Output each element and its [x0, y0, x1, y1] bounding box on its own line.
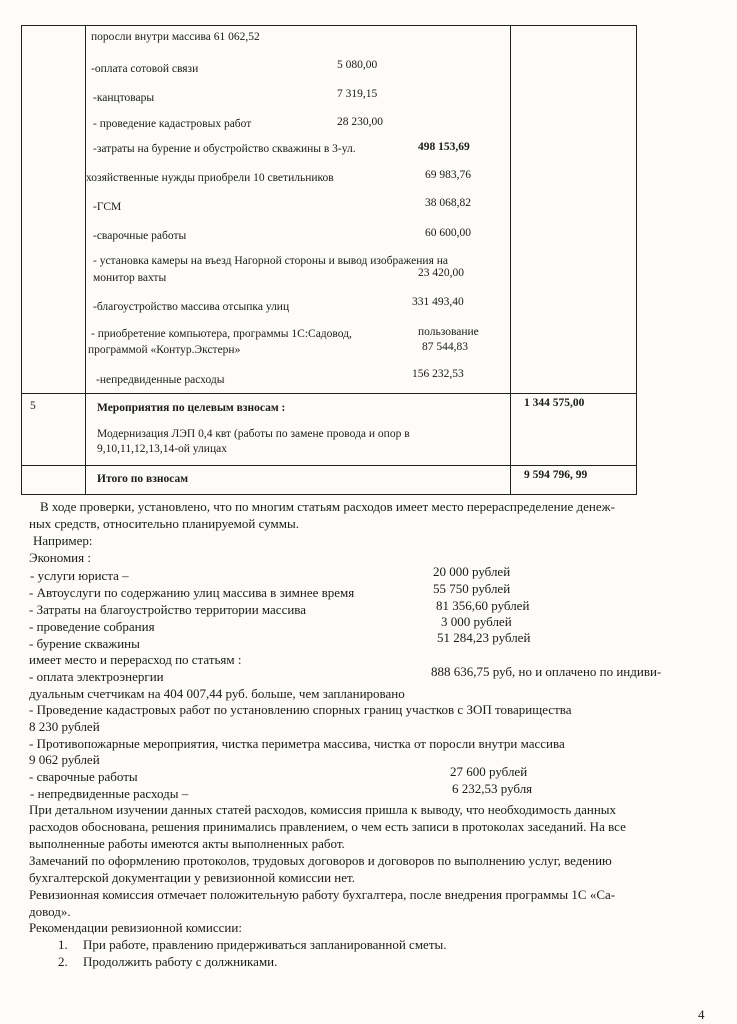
overspend-label: имеет место и перерасход по статьям : [29, 652, 242, 667]
economy-item-value: 55 750 рублей [433, 581, 511, 596]
overspend-item-value: 8 230 рублей [29, 719, 100, 734]
table-row-value: 38 068,82 [425, 197, 471, 209]
economy-item-value: 20 000 рублей [433, 564, 511, 579]
table-border-bottom [21, 494, 637, 495]
table-row-value: 156 232,53 [412, 368, 464, 380]
overspend-item-label: - оплата электроэнергии [29, 669, 164, 684]
table-row-label: хозяйственные нужды приобрели 10 светильников [86, 172, 334, 184]
table-row-value: 69 983,76 [425, 169, 471, 181]
paragraph-line: расходов обоснована, решения принимались правлением, о чем есть записи в протоколах заседаний. На все [29, 819, 626, 834]
paragraph-line: выполненные работы имеются акты выполненных работ. [29, 836, 345, 851]
intro-line: ных средств, относительно планируемой суммы. [29, 516, 299, 531]
overspend-item-label: - сварочные работы [29, 769, 138, 784]
table-row-value: 87 544,83 [422, 341, 468, 353]
table-row-label: -непредвиденные расходы [96, 374, 225, 386]
table-col-divider-2 [510, 25, 511, 495]
overspend-item-label: - Проведение кадастровых работ по установлению спорных границ участков с ЗОП товарищества [29, 702, 572, 717]
table-row-label: -ГСМ [93, 201, 122, 213]
table-border-top [21, 25, 637, 26]
table-row-label: - установка камеры на въезд Нагорной стороны и вывод изображения на [93, 255, 448, 267]
table-row-label-cont: программой «Контур.Экстерн» [88, 344, 241, 356]
table-row-label: -затраты на бурение и обустройство скважины в 3-ул. [93, 143, 356, 155]
table-row-label: - проведение кадастровых работ [93, 118, 252, 130]
table-row-label: -благоустройство массива отсыпка улиц [93, 301, 290, 313]
overspend-item-label: - непредвиденные расходы – [30, 786, 189, 801]
overspend-item-value: 9 062 рублей [29, 752, 100, 767]
table-row-label-cont: монитор вахты [93, 272, 167, 284]
table-row-label: - приобретение компьютера, программы 1С:Садовод, [91, 328, 352, 340]
paragraph-line: довод». [29, 904, 71, 919]
overspend-item-cont: дуальным счетчикам на 404 007,44 руб. больше, чем запланировано [29, 686, 405, 701]
paragraph-line: бухгалтерской документации у ревизионной комиссии нет. [29, 870, 355, 885]
economy-item-value: 81 356,60 рублей [436, 598, 530, 613]
table-row-label: поросли внутри массива 61 062,52 [91, 31, 260, 43]
table-row-divider-total [21, 465, 637, 466]
table-row-desc: 9,10,11,12,13,14-ой улицах [97, 443, 227, 455]
economy-item-label: - услуги юриста – [30, 568, 129, 583]
economy-item-value: 51 284,23 рублей [437, 630, 531, 645]
table-row-number: 5 [30, 400, 36, 412]
economy-item-label: - проведение собрания [29, 619, 155, 634]
economy-item-label: - Затраты на благоустройство территории массива [29, 602, 307, 617]
table-row-label: -сварочные работы [93, 230, 187, 242]
table-row-desc: Модернизация ЛЭП 0,4 квт (работы по замене провода и опор в [97, 428, 410, 440]
paragraph-line: При детальном изучении данных статей расходов, комиссия пришла к выводу, что необходимость данных [29, 802, 617, 817]
table-col-divider-1 [85, 25, 86, 495]
table-row-label-right: пользование [418, 326, 479, 338]
example-label: Например: [33, 533, 93, 548]
recommendation-number: 1. [58, 937, 68, 952]
intro-line: В ходе проверки, установлено, что по многим статьям расходов имеет место перераспределение денеж- [40, 499, 615, 514]
table-total-label: Итого по взносам [97, 473, 189, 485]
overspend-item-label: - Противопожарные мероприятия, чистка периметра массива, чистка от поросли внутри массива [29, 736, 565, 751]
recommendation-text: Продолжить работу с должниками. [83, 954, 278, 969]
table-total-value: 9 594 796, 99 [524, 469, 588, 481]
recommendation-number: 2. [58, 954, 68, 969]
table-row-value: 331 493,40 [412, 296, 464, 308]
recommendations-title: Рекомендации ревизионной комиссии: [29, 920, 242, 935]
paragraph-line: Замечаний по оформлению протоколов, трудовых договоров и договоров по выполнению услуг, ведению [29, 853, 612, 868]
economy-label: Экономия : [29, 550, 91, 565]
paragraph-line: Ревизионная комиссия отмечает положительную работу бухгалтера, после внедрения программы 1С «Са- [29, 887, 616, 902]
overspend-item-value: 6 232,53 рубля [452, 781, 533, 796]
table-row-value: 498 153,69 [418, 141, 470, 153]
economy-item-label: - бурение скважины [29, 636, 140, 651]
table-border-left [21, 25, 22, 495]
table-row-value: 7 319,15 [337, 88, 378, 100]
overspend-item-value: 27 600 рублей [450, 764, 528, 779]
table-row-value: 5 080,00 [337, 59, 378, 71]
table-border-right [636, 25, 637, 495]
overspend-item-value: 888 636,75 руб, но и оплачено по индиви- [431, 664, 662, 679]
table-row-value: 28 230,00 [337, 116, 383, 128]
table-row-label: -канцтовары [93, 92, 155, 104]
economy-item-label: - Автоуслуги по содержанию улиц массива в зимнее время [29, 585, 355, 600]
table-row-value: 60 600,00 [425, 227, 471, 239]
table-row-title: Мероприятия по целевым взносам : [97, 402, 286, 414]
table-row-value: 23 420,00 [418, 267, 464, 279]
table-row-label: -оплата сотовой связи [91, 63, 199, 75]
table-row-value: 1 344 575,00 [524, 397, 585, 409]
economy-item-value: 3 000 рублей [441, 614, 512, 629]
page-number: 4 [698, 1007, 705, 1022]
recommendation-text: При работе, правлению придерживаться запланированной сметы. [83, 937, 447, 952]
table-row-divider-5 [21, 393, 637, 394]
